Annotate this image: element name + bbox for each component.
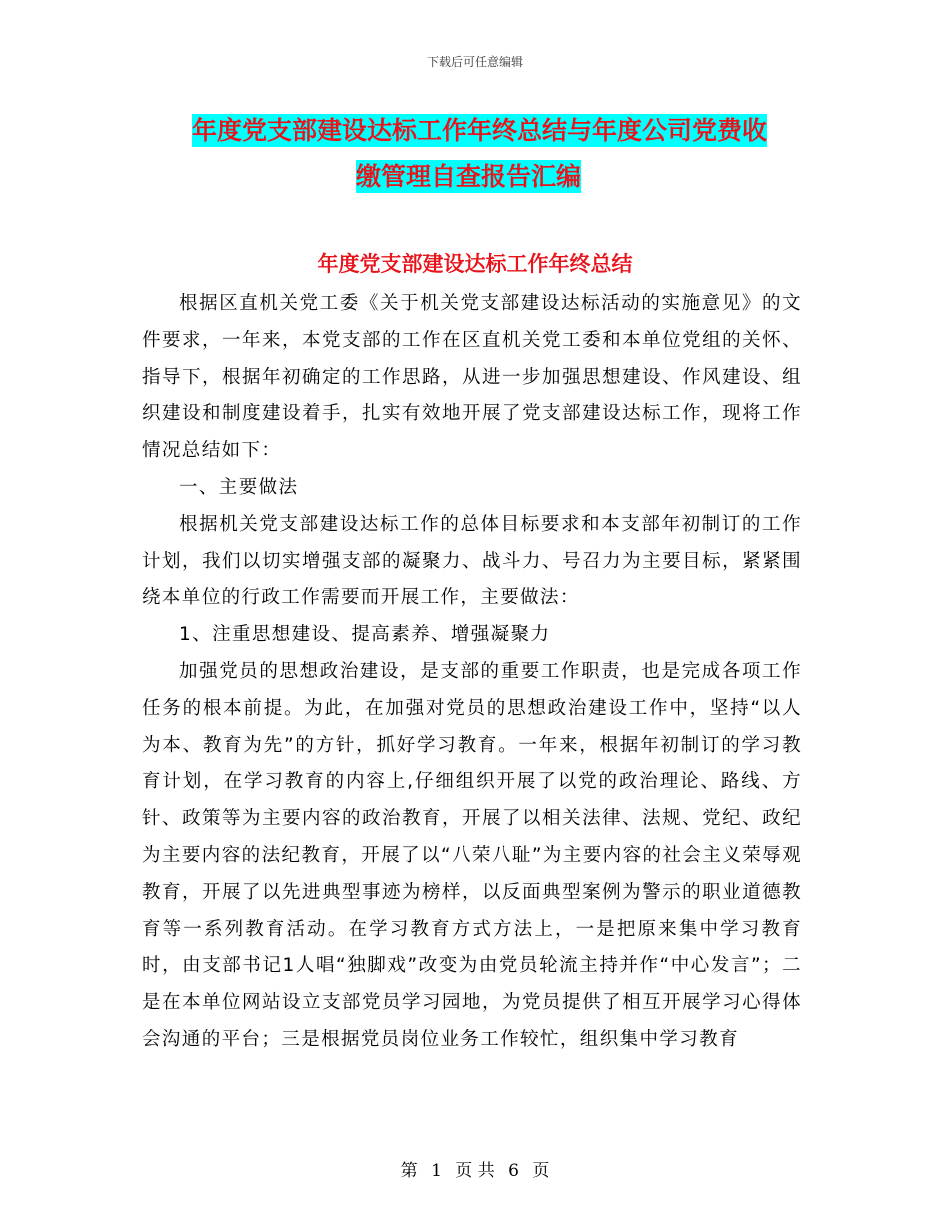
footer-page-number: 1 [431,1161,442,1181]
title-highlight-2: 缴管理自查报告汇编 [356,162,582,191]
document-title [140,108,820,200]
footer-total-pages: 6 [508,1161,519,1181]
paragraph-goals: 根据机关党支部建设达标工作的总体目标要求和本支部年初制订的工作计划，我们以切实增强支部的凝聚力、战斗力、号召力为主要目标，紧紧围绕本单位的行政工作需要而开展工作，主要做法： [142,513,802,609]
footer-prefix: 第 [400,1161,418,1181]
paragraph-ideological-building: 加强党员的思想政治建设，是支部的重要工作职责，也是完成各项工作任务的根本前提。为此，在加强对党员的思想政治建设工作中，坚持“以人为本、教育为先”的方针，抓好学习教育。一年来，根据年初制订的学习教育计划，在学习教育的内容上,仔细组织开展了以党的政治理论、路线、方针、政策等为主要内容的政治教育，开展了以相关法律、法规、党纪、政纪为主要内容的法纪教育，开展了以“八荣八耻”为主要内容的社会主义荣辱观教育，开展了以先进典型事迹为榜样，以反面典型案例为警示的职业道德教育等一系列教育活动。在学习教育方式方法上，一是把原来集中学习教育时，由支部书记1人唱“独脚戏”改变为由党员轮流主持并作“中心发言”；二是在本单位网站设立支部党员学习园地，为党员提供了相互开展学习心得体会沟通的平台；三是根据党员岗位业务工作较忙，组织集中学习教育 [142,660,802,1050]
heading-main-practices: 一、主要做法 [179,476,299,498]
document-body [142,286,802,1059]
footer-suffix: 页 [532,1161,550,1181]
page-footer [0,1156,950,1181]
footer-middle: 页 共 [455,1161,495,1181]
subheading-ideological-building: 1、注重思想建设、提高素养、增强凝聚力 [179,624,551,646]
section-title: 年度党支部建设达标工作年终总结 [317,252,633,276]
page-header-note: 下载后可任意编辑 [426,55,523,69]
document-title-line-1 [140,108,820,154]
document-title-line-2 [140,154,820,200]
title-highlight-1: 年度党支部建设达标工作年终总结与年度公司党费收 [192,116,768,145]
paragraph-intro: 根据区直机关党工委《关于机关党支部建设达标活动的实施意见》的文件要求，一年来，本党支部的工作在区直机关党工委和本单位党组的关怀、指导下，根据年初确定的工作思路，从进一步加强思想建设、作风建设、组织建设和制度建设着手，扎实有效地开展了党支部建设达标工作，现将工作情况总结如下： [142,293,802,462]
